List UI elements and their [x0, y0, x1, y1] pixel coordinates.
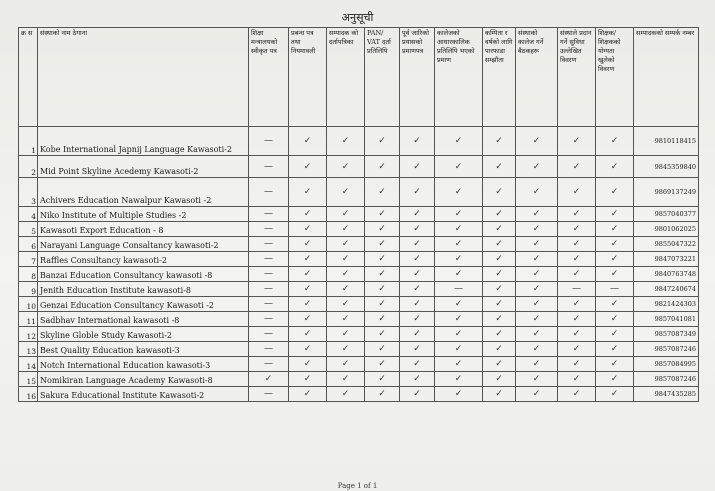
institution-name-cell: Niko Institute of Multiple Studies -2: [38, 207, 249, 222]
checkmark-cell: ✓: [483, 178, 516, 207]
checkmark-cell: ✓: [516, 237, 558, 252]
serial-number-cell: 10: [19, 297, 38, 312]
checkmark-cell: ✓: [483, 252, 516, 267]
checkmark-cell: ✓: [558, 156, 596, 178]
checkmark-cell: ✓: [596, 156, 634, 178]
checkmark-cell: ✓: [516, 127, 558, 156]
checkmark-cell: ✓: [289, 372, 327, 387]
checkmark-cell: ✓: [327, 387, 365, 402]
contact-number-cell: 9857084995: [634, 357, 699, 372]
checkmark-cell: ✓: [516, 222, 558, 237]
institution-name-cell: Skyline Globle Study Kawasoti-2: [38, 327, 249, 342]
checkmark-cell: ✓: [483, 237, 516, 252]
checkmark-cell: ✓: [596, 252, 634, 267]
serial-number-cell: 16: [19, 387, 38, 402]
table-row: [19, 207, 699, 222]
checkmark-cell: ✓: [596, 207, 634, 222]
checkmark-cell: ✓: [596, 327, 634, 342]
checkmark-cell: ✓: [483, 387, 516, 402]
checkmark-cell: —: [249, 156, 289, 178]
checkmark-cell: —: [249, 282, 289, 297]
checkmark-cell: ✓: [289, 357, 327, 372]
header-agreement: कम्पिता र वर्षको लागि पारफाडा सम्झौता: [483, 28, 516, 127]
checkmark-cell: ✓: [289, 222, 327, 237]
checkmark-cell: ✓: [558, 127, 596, 156]
checkmark-cell: ✓: [483, 207, 516, 222]
checkmark-cell: ✓: [596, 372, 634, 387]
checkmark-cell: ✓: [327, 372, 365, 387]
table-row: [19, 297, 699, 312]
institution-name-cell: Mid Point Skyline Acedemy Kawasoti-2: [38, 156, 249, 178]
institution-name-cell: Best Quality Education kawasoti-3: [38, 342, 249, 357]
checkmark-cell: ✓: [516, 372, 558, 387]
table-row: [19, 237, 699, 252]
institution-name-cell: Narayani Language Consaltancy kawasoti-2: [38, 237, 249, 252]
checkmark-cell: ✓: [483, 156, 516, 178]
institution-name-cell: Sakura Educational Institute Kawasoti-2: [38, 387, 249, 402]
checkmark-cell: ✓: [365, 282, 400, 297]
checkmark-cell: ✓: [483, 327, 516, 342]
checkmark-cell: —: [249, 207, 289, 222]
institution-name-cell: Raffles Consultancy kawasoti-2: [38, 252, 249, 267]
header-meetings: संस्थाको कालेज गर्ने बैठकहरू: [516, 28, 558, 127]
checkmark-cell: ✓: [400, 327, 435, 342]
contact-number-cell: 9847240674: [634, 282, 699, 297]
checkmark-cell: ✓: [516, 387, 558, 402]
checkmark-cell: ✓: [435, 252, 483, 267]
serial-number-cell: 14: [19, 357, 38, 372]
checkmark-cell: ✓: [289, 327, 327, 342]
checkmark-cell: ✓: [327, 207, 365, 222]
checkmark-cell: ✓: [435, 156, 483, 178]
checkmark-cell: ✓: [365, 387, 400, 402]
institution-name-cell: Notch International Education kawasoti-3: [38, 357, 249, 372]
header-facilities: संस्थाले प्रदान गर्ने सुविधा उल्लेखित विवरण: [558, 28, 596, 127]
checkmark-cell: ✓: [365, 207, 400, 222]
table-row: [19, 156, 699, 178]
header-contact-number: सम्पादकको सम्पर्क नम्बर: [634, 28, 699, 127]
header-teacher-qualification: शिक्षक/ शिक्षकको योग्यता खुलेको विवरण: [596, 28, 634, 127]
checkmark-cell: —: [596, 282, 634, 297]
checkmark-cell: ✓: [483, 342, 516, 357]
checkmark-cell: ✓: [516, 357, 558, 372]
checkmark-cell: —: [249, 312, 289, 327]
checkmark-cell: ✓: [516, 252, 558, 267]
serial-number-cell: 8: [19, 267, 38, 282]
checkmark-cell: ✓: [365, 357, 400, 372]
checkmark-cell: ✓: [558, 312, 596, 327]
checkmark-cell: ✓: [516, 156, 558, 178]
checkmark-cell: ✓: [435, 178, 483, 207]
checkmark-cell: ✓: [558, 387, 596, 402]
contact-number-cell: 9869137249: [634, 178, 699, 207]
checkmark-cell: —: [249, 342, 289, 357]
table-row: [19, 127, 699, 156]
checkmark-cell: ✓: [596, 237, 634, 252]
checkmark-cell: ✓: [289, 252, 327, 267]
institution-name-cell: Kawasoti Export Education - 8: [38, 222, 249, 237]
institution-name-cell: Nomikiran Language Academy Kawasoti-8: [38, 372, 249, 387]
checkmark-cell: ✓: [400, 178, 435, 207]
checkmark-cell: ✓: [365, 178, 400, 207]
checkmark-cell: ✓: [400, 207, 435, 222]
table-row: [19, 372, 699, 387]
serial-number-cell: 9: [19, 282, 38, 297]
header-ministry-approval: शिक्षा मन्त्रालयको स्वीकृत पत्र: [249, 28, 289, 127]
checkmark-cell: ✓: [400, 127, 435, 156]
checkmark-cell: ✓: [365, 237, 400, 252]
checkmark-cell: ✓: [435, 127, 483, 156]
serial-number-cell: 2: [19, 156, 38, 178]
checkmark-cell: ✓: [289, 237, 327, 252]
checkmark-cell: ✓: [327, 327, 365, 342]
checkmark-cell: ✓: [558, 372, 596, 387]
header-periodic-copy: कालेजको आधारकालिक प्रतिलिपि भएको प्रमाण: [435, 28, 483, 127]
contact-number-cell: 9847073221: [634, 252, 699, 267]
checkmark-cell: ✓: [289, 267, 327, 282]
checkmark-cell: ✓: [289, 297, 327, 312]
checkmark-cell: ✓: [400, 252, 435, 267]
checkmark-cell: ✓: [483, 357, 516, 372]
checkmark-cell: ✓: [400, 312, 435, 327]
table-row: [19, 252, 699, 267]
contact-number-cell: 9857087349: [634, 327, 699, 342]
checkmark-cell: —: [249, 222, 289, 237]
checkmark-cell: ✓: [516, 267, 558, 282]
checkmark-cell: ✓: [327, 297, 365, 312]
checkmark-cell: ✓: [596, 267, 634, 282]
contact-number-cell: 9840763748: [634, 267, 699, 282]
table-row: [19, 178, 699, 207]
checkmark-cell: ✓: [327, 357, 365, 372]
checkmark-cell: ✓: [483, 297, 516, 312]
table-row: [19, 222, 699, 237]
checkmark-cell: ✓: [596, 387, 634, 402]
serial-number-cell: 1: [19, 127, 38, 156]
checkmark-cell: ✓: [400, 357, 435, 372]
checkmark-cell: ✓: [365, 327, 400, 342]
institution-checklist-table: [18, 27, 699, 402]
checkmark-cell: ✓: [400, 282, 435, 297]
serial-number-cell: 13: [19, 342, 38, 357]
checkmark-cell: ✓: [516, 342, 558, 357]
checkmark-cell: ✓: [289, 178, 327, 207]
header-institution-name: संस्थाको नाम ठेगाना: [38, 28, 249, 127]
checkmark-cell: ✓: [365, 297, 400, 312]
checkmark-cell: ✓: [400, 387, 435, 402]
checkmark-cell: ✓: [483, 282, 516, 297]
checkmark-cell: ✓: [327, 237, 365, 252]
checkmark-cell: ✓: [289, 387, 327, 402]
checkmark-cell: ✓: [558, 342, 596, 357]
checkmark-cell: ✓: [435, 237, 483, 252]
institution-name-cell: Jenith Education Institute kawasoti-8: [38, 282, 249, 297]
serial-number-cell: 3: [19, 178, 38, 207]
checkmark-cell: ✓: [365, 222, 400, 237]
table-row: [19, 387, 699, 402]
checkmark-cell: ✓: [365, 252, 400, 267]
serial-number-cell: 6: [19, 237, 38, 252]
checkmark-cell: ✓: [435, 297, 483, 312]
checkmark-cell: ✓: [289, 127, 327, 156]
checkmark-cell: ✓: [400, 267, 435, 282]
table-row: [19, 267, 699, 282]
header-memorandum-rules: प्रबन्ध पत्र तथा नियमावली: [289, 28, 327, 127]
checkmark-cell: ✓: [289, 342, 327, 357]
contact-number-cell: 9857040377: [634, 207, 699, 222]
checkmark-cell: ✓: [558, 252, 596, 267]
checkmark-cell: ✓: [435, 267, 483, 282]
checkmark-cell: ✓: [435, 312, 483, 327]
header-pan-vat: PAN/ VAT दर्ता प्रतिलिपि: [365, 28, 400, 127]
checkmark-cell: ✓: [365, 312, 400, 327]
checkmark-cell: —: [558, 282, 596, 297]
table-row: [19, 312, 699, 327]
checkmark-cell: ✓: [596, 127, 634, 156]
institution-name-cell: Banzai Education Consultancy kawasoti -8: [38, 267, 249, 282]
serial-number-cell: 12: [19, 327, 38, 342]
checkmark-cell: ✓: [435, 222, 483, 237]
contact-number-cell: 9801062025: [634, 222, 699, 237]
checkmark-cell: ✓: [400, 237, 435, 252]
institution-name-cell: Sadbhav International kawasoti -8: [38, 312, 249, 327]
checkmark-cell: ✓: [400, 222, 435, 237]
checkmark-cell: ✓: [435, 207, 483, 222]
table-row: [19, 327, 699, 342]
checkmark-cell: ✓: [516, 282, 558, 297]
checkmark-cell: ✓: [483, 267, 516, 282]
contact-number-cell: 9857087246: [634, 342, 699, 357]
checkmark-cell: ✓: [516, 178, 558, 207]
checkmark-cell: ✓: [596, 297, 634, 312]
checkmark-cell: ✓: [289, 156, 327, 178]
checkmark-cell: ✓: [327, 156, 365, 178]
checkmark-cell: ✓: [516, 312, 558, 327]
checkmark-cell: ✓: [365, 372, 400, 387]
checkmark-cell: ✓: [327, 252, 365, 267]
contact-number-cell: 9855047322: [634, 237, 699, 252]
checkmark-cell: ✓: [558, 237, 596, 252]
checkmark-cell: ✓: [516, 327, 558, 342]
page-footer: Page 1 of 1: [337, 482, 378, 490]
checkmark-cell: ✓: [400, 372, 435, 387]
checkmark-cell: ✓: [516, 297, 558, 312]
serial-number-cell: 7: [19, 252, 38, 267]
checkmark-cell: —: [249, 178, 289, 207]
checkmark-cell: ✓: [327, 282, 365, 297]
checkmark-cell: ✓: [327, 312, 365, 327]
checkmark-cell: ✓: [596, 222, 634, 237]
table-row: [19, 357, 699, 372]
checkmark-cell: ✓: [483, 372, 516, 387]
checkmark-cell: —: [249, 327, 289, 342]
checkmark-cell: ✓: [483, 127, 516, 156]
checkmark-cell: ✓: [558, 207, 596, 222]
contact-number-cell: 9845359840: [634, 156, 699, 178]
checkmark-cell: ✓: [365, 267, 400, 282]
contact-number-cell: 9857041081: [634, 312, 699, 327]
serial-number-cell: 5: [19, 222, 38, 237]
serial-number-cell: 15: [19, 372, 38, 387]
checkmark-cell: ✓: [327, 222, 365, 237]
contact-number-cell: 9810118415: [634, 127, 699, 156]
checkmark-cell: ✓: [596, 357, 634, 372]
checkmark-cell: ✓: [558, 178, 596, 207]
checkmark-cell: ✓: [596, 178, 634, 207]
contact-number-cell: 9857087246: [634, 372, 699, 387]
institution-name-cell: Genzai Education Consultancy Kawasoti -2: [38, 297, 249, 312]
checkmark-cell: ✓: [289, 207, 327, 222]
checkmark-cell: ✓: [435, 387, 483, 402]
serial-number-cell: 4: [19, 207, 38, 222]
checkmark-cell: ✓: [435, 327, 483, 342]
checkmark-cell: ✓: [327, 127, 365, 156]
contact-number-cell: 9847435285: [634, 387, 699, 402]
checkmark-cell: ✓: [400, 297, 435, 312]
page-title: अनुसूची: [341, 11, 374, 24]
institution-name-cell: Kobe International Japnij Language Kawasoti-2: [38, 127, 249, 156]
checkmark-cell: ✓: [327, 342, 365, 357]
checkmark-cell: ✓: [435, 372, 483, 387]
header-previous-certificate: पूर्व जारिको प्रयासको प्रमाणपत्र: [400, 28, 435, 127]
checkmark-cell: ✓: [327, 267, 365, 282]
checkmark-cell: ✓: [596, 312, 634, 327]
serial-number-cell: 11: [19, 312, 38, 327]
table-row: [19, 342, 699, 357]
checkmark-cell: —: [249, 267, 289, 282]
checkmark-cell: ✓: [289, 282, 327, 297]
checkmark-cell: —: [249, 252, 289, 267]
checkmark-cell: ✓: [558, 327, 596, 342]
checkmark-cell: —: [249, 387, 289, 402]
checkmark-cell: ✓: [558, 267, 596, 282]
checkmark-cell: —: [249, 237, 289, 252]
checkmark-cell: ✓: [289, 312, 327, 327]
table-row: [19, 282, 699, 297]
checkmark-cell: ✓: [435, 342, 483, 357]
header-registration: सम्पादक को दर्तापत्रिका: [327, 28, 365, 127]
institution-name-cell: Achivers Education Nawalpur Kawasoti -2: [38, 178, 249, 207]
table-header-row: [19, 28, 699, 127]
checkmark-cell: ✓: [558, 297, 596, 312]
checkmark-cell: ✓: [365, 156, 400, 178]
checkmark-cell: ✓: [483, 222, 516, 237]
checkmark-cell: ✓: [249, 372, 289, 387]
checkmark-cell: ✓: [327, 178, 365, 207]
checkmark-cell: ✓: [435, 357, 483, 372]
checkmark-cell: ✓: [596, 342, 634, 357]
checkmark-cell: —: [249, 297, 289, 312]
checkmark-cell: ✓: [400, 156, 435, 178]
checkmark-cell: ✓: [400, 342, 435, 357]
checkmark-cell: ✓: [365, 127, 400, 156]
checkmark-cell: ✓: [483, 312, 516, 327]
header-serial-number: क्र स: [19, 28, 38, 127]
checkmark-cell: ✓: [516, 207, 558, 222]
checkmark-cell: ✓: [558, 357, 596, 372]
checkmark-cell: ✓: [365, 342, 400, 357]
checkmark-cell: —: [249, 357, 289, 372]
checkmark-cell: —: [249, 127, 289, 156]
checkmark-cell: ✓: [558, 222, 596, 237]
contact-number-cell: 9821424303: [634, 297, 699, 312]
checkmark-cell: —: [435, 282, 483, 297]
